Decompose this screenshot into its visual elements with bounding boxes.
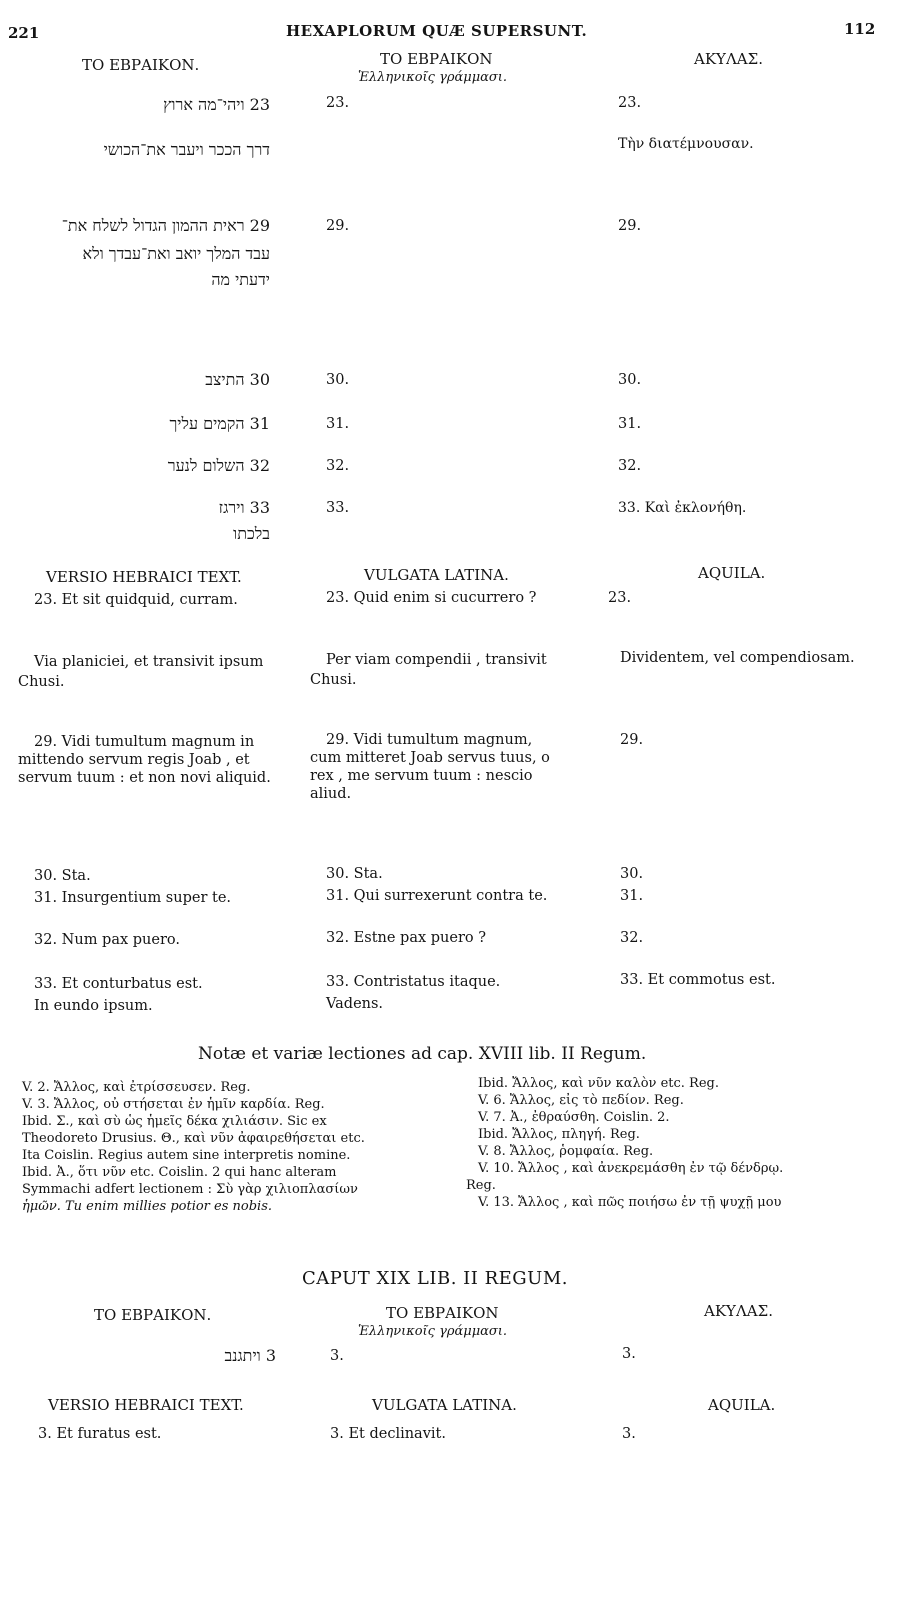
versio-33b: In eundo ipsum. [34, 998, 153, 1014]
versio-23: 23. Et sit quidquid, curram. [34, 592, 238, 608]
caput-header-hebrew-greek-letters: ΤΟ ΕΒΡΑΙΚΟΝ [386, 1304, 499, 1322]
note-left-5: Ita Coislin. Regius autem sine interpretis nomine. [22, 1148, 351, 1163]
hebrew-line-30: 30 התיצב [205, 370, 270, 389]
greek-letters-23: 23. [326, 95, 350, 111]
aquila-latin-32: 32. [620, 930, 644, 946]
vulgata-23b-line1: Per viam compendii , transivit [326, 652, 547, 668]
aquila-32: 32. [618, 458, 642, 474]
caput-vulgata-3: 3. Et declinavit. [330, 1426, 446, 1442]
caput-versio-3: 3. Et furatus est. [38, 1426, 162, 1442]
caput-header-aquila-latin: AQUILA. [708, 1396, 776, 1414]
header-aquila-latin: AQUILA. [698, 564, 766, 582]
caput-hebrew-3: 3 ויתגנב [224, 1346, 276, 1365]
versio-29-line3: servum tuum : et non novi aliquid. [18, 770, 271, 786]
greek-letters-33: 33. [326, 500, 350, 516]
aquila-latin-31: 31. [620, 888, 644, 904]
header-hebrew: ΤΟ ΕΒΡΑΙΚΟΝ. [82, 56, 200, 74]
versio-23b-line1: Via planiciei, et transivit ipsum [34, 654, 264, 670]
hebrew-line-23b: דרך הככר ויעבר את־הכושי [103, 140, 270, 159]
caput-title: CAPUT XIX LIB. II REGUM. [302, 1268, 568, 1289]
versio-32: 32. Num pax puero. [34, 932, 180, 948]
vulgata-33: 33. Contristatus itaque. [326, 974, 501, 990]
vulgata-29-line4: aliud. [310, 786, 352, 802]
vulgata-29-line3: rex , me servum tuum : nescio [310, 768, 533, 784]
aquila-33: 33. Καὶ ἐκλονήθη. [618, 500, 747, 516]
vulgata-29-line2: cum mitteret Joab servus tuus, o [310, 750, 550, 766]
aquila-latin-23: 23. [608, 590, 632, 606]
versio-23b-line2: Chusi. [18, 674, 65, 690]
hebrew-line-29b: עבד המלך יואב ואת־עבדך ולא [82, 244, 270, 263]
greek-letters-32: 32. [326, 458, 350, 474]
caput-header-versio: VERSIO HEBRAICI TEXT. [48, 1396, 244, 1414]
versio-29-line1: 29. Vidi tumultum magnum in [34, 734, 255, 750]
note-left-7: Symmachi adfert lectionem : Σὺ γὰρ χιλιοπλασίων [22, 1182, 358, 1197]
note-left-3: Ibid. Σ., καὶ σὺ ὡς ἡμεῖς δέκα χιλιάσιν. Sic ex [22, 1114, 327, 1129]
aquila-latin-33: 33. Et commotus est. [620, 972, 776, 988]
vulgata-33b: Vadens. [326, 996, 384, 1012]
note-right-7: Reg. [466, 1178, 496, 1193]
page-number-right: 112 [844, 20, 876, 38]
versio-31: 31. Insurgentium super te. [34, 890, 232, 906]
hebrew-line-33a: 33 וירגז [218, 498, 270, 517]
caput-aquila-3: 3. [622, 1346, 636, 1362]
caput-header-vulgata: VULGATA LATINA. [372, 1396, 517, 1414]
header-vulgata-latina: VULGATA LATINA. [364, 566, 509, 584]
vulgata-29-line1: 29. Vidi tumultum magnum, [326, 732, 533, 748]
greek-letters-31: 31. [326, 416, 350, 432]
caput-header-sub: Ἑλληνικοῖς γράμμασι. [358, 1324, 508, 1339]
aquila-latin-23b: Dividentem, vel compendiosam. [620, 650, 855, 666]
note-right-3: V. 7. Ἀ., ἐθραύσθη. Coislin. 2. [478, 1110, 670, 1125]
header-hebrew-greek-letters-sub: Ἑλληνικοῖς γράμμασι. [358, 70, 508, 85]
versio-30: 30. Sta. [34, 868, 91, 884]
greek-letters-29: 29. [326, 218, 350, 234]
greek-letters-30: 30. [326, 372, 350, 388]
caput-header-hebrew: ΤΟ ΕΒΡΑΙΚΟΝ. [94, 1306, 212, 1324]
vulgata-32: 32. Estne pax puero ? [326, 930, 487, 946]
notes-title: Notæ et variæ lectiones ad cap. XVIII lib. II Regum. [198, 1044, 647, 1064]
note-left-1: V. 2. Ἄλλος, καὶ ἐτρίσσευσεν. Reg. [22, 1080, 251, 1095]
vulgata-23: 23. Quid enim si cucurrero ? [326, 590, 537, 606]
note-left-6: Ibid. Ἀ., ὅτι νῦν etc. Coislin. 2 qui hanc alteram [22, 1165, 337, 1180]
header-aquila-greek: ΑΚΥΛΑΣ. [694, 50, 763, 68]
hebrew-line-29a: 29 ראית ההמון הגדול לשלח את־ [61, 216, 270, 235]
hebrew-line-33b: בלכתו [233, 524, 270, 543]
aquila-29: 29. [618, 218, 642, 234]
caput-header-aquila: ΑΚΥΛΑΣ. [704, 1302, 773, 1320]
versio-33: 33. Et conturbatus est. [34, 976, 203, 992]
hebrew-line-23: 23 ויהי־מה ארוץ [163, 95, 270, 114]
caput-aquila-latin-3: 3. [622, 1426, 636, 1442]
aquila-30: 30. [618, 372, 642, 388]
page-number-left: 221 [8, 24, 40, 42]
note-left-2: V. 3. Ἄλλος, οὐ στήσεται ἐν ἡμῖν καρδία. Reg. [22, 1097, 325, 1112]
header-versio-hebraici: VERSIO HEBRAICI TEXT. [46, 568, 242, 586]
aquila-23: 23. [618, 95, 642, 111]
note-right-2: V. 6. Ἄλλος, εἰς τὸ πεδίον. Reg. [478, 1093, 684, 1108]
hebrew-line-29c: ידעתי מה [211, 270, 270, 289]
vulgata-23b-line2: Chusi. [310, 672, 357, 688]
note-right-1: Ibid. Ἄλλος, καὶ νῦν καλὸν etc. Reg. [478, 1076, 719, 1091]
note-left-4: Theodoreto Drusius. Θ., καὶ νῦν ἀφαιρεθήσεται etc. [22, 1131, 365, 1146]
hebrew-line-31: 31 הקמים עליך [169, 414, 270, 433]
header-hebrew-greek-letters: ΤΟ ΕΒΡΑΙΚΟΝ [380, 50, 493, 68]
aquila-31: 31. [618, 416, 642, 432]
hebrew-line-32: 32 השלום לנער [167, 456, 270, 475]
aquila-23b: Τὴν διατέμνουσαν. [618, 136, 754, 152]
note-right-6: V. 10. Ἄλλος , καὶ ἀνεκρεμάσθη ἐν τῷ δένδρῳ. [478, 1161, 784, 1176]
note-right-4: Ibid. Ἄλλος, πληγή. Reg. [478, 1127, 640, 1142]
note-right-5: V. 8. Ἄλλος, ῥομφαία. Reg. [478, 1144, 654, 1159]
vulgata-30: 30. Sta. [326, 866, 383, 882]
note-left-8: ἡμῶν. Tu enim millies potior es nobis. [22, 1199, 273, 1214]
vulgata-31: 31. Qui surrexerunt contra te. [326, 888, 548, 904]
running-title: HEXAPLORUM QUÆ SUPERSUNT. [286, 22, 588, 40]
note-right-8: V. 13. Ἄλλος , καὶ πῶς ποιήσω ἐν τῇ ψυχῇ μου [478, 1195, 782, 1210]
aquila-latin-30: 30. [620, 866, 644, 882]
aquila-latin-29: 29. [620, 732, 644, 748]
versio-29-line2: mittendo servum regis Joab , et [18, 752, 250, 768]
caput-greek-letters-3: 3. [330, 1348, 344, 1364]
